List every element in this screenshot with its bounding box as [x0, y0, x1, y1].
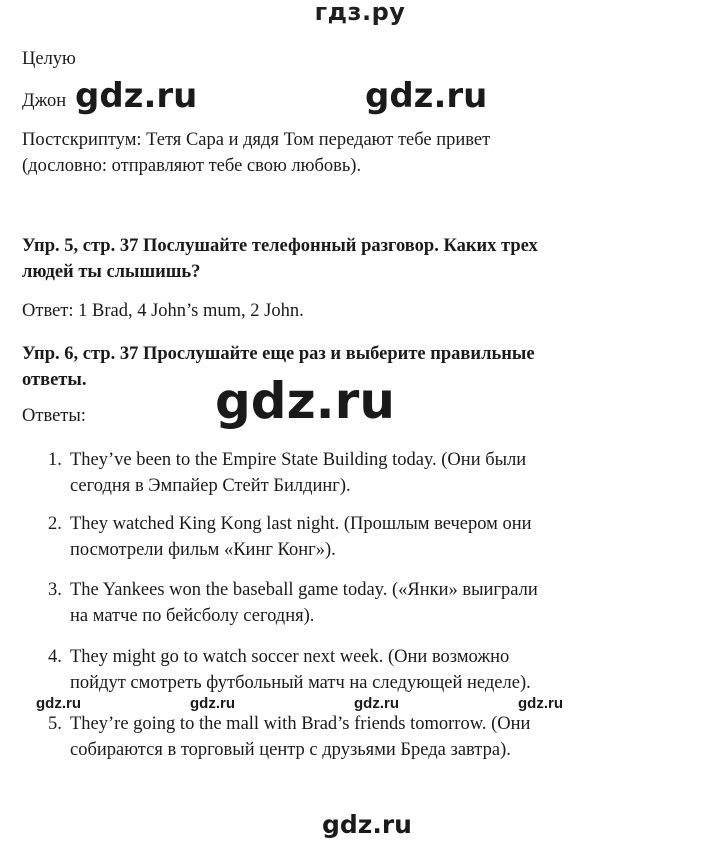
answer-item-3-text: The Yankees won the baseball game today. («Янки» выиграли — [70, 580, 538, 600]
answer-item-5-line-2: собираются в торговый центр с друзьями Бреда завтра). — [70, 740, 511, 760]
watermark-row-2: gdz.ru — [190, 695, 235, 712]
exercise5-heading-line-1: Упр. 5, стр. 37 Послушайте телефонный разговор. Каких трех — [22, 236, 538, 256]
watermark-top-left: gdz.ru — [75, 76, 198, 116]
letter-closing: Целую — [22, 49, 76, 69]
answer-item-4-text: They might go to watch soccer next week. (Они возможно — [70, 647, 510, 667]
answer-item-5-line-1 — [48, 710, 530, 738]
exercise6-heading-line-2: ответы. — [22, 370, 87, 390]
answer-item-3-number: 3. — [48, 580, 62, 600]
watermark-center: gdz.ru — [215, 372, 395, 430]
watermark-top-right: gdz.ru — [365, 76, 488, 116]
answer-item-2-text: They watched King Kong last night. (Прошлым вечером они — [70, 514, 532, 534]
exercise5-answer: Ответ: 1 Brad, 4 John’s mum, 2 John. — [22, 301, 304, 321]
watermark-row-1: gdz.ru — [36, 695, 81, 712]
answer-item-4-line-2: пойдут смотреть футбольный матч на следующей неделе). — [70, 673, 531, 693]
answer-item-2-number: 2. — [48, 514, 62, 534]
answer-item-2-line-2: посмотрели фильм «Кинг Конг»). — [70, 540, 336, 560]
exercise5-heading-line-2: людей ты слышишь? — [22, 262, 201, 282]
answer-item-4-number: 4. — [48, 647, 62, 667]
watermark-footer: gdz.ru — [322, 810, 412, 839]
answer-item-5-text: They’re going to the mall with Brad’s friends tomorrow. (Они — [70, 714, 531, 734]
exercise6-heading-line-1: Упр. 6, стр. 37 Прослушайте еще раз и выберите правильные — [22, 344, 535, 364]
answer-item-1-line-1 — [48, 446, 526, 474]
postscript-line-2: (дословно: отправляют тебе свою любовь). — [22, 156, 362, 176]
answer-item-1-number: 1. — [48, 450, 62, 470]
answer-item-5-number: 5. — [48, 714, 62, 734]
watermark-row-3: gdz.ru — [354, 695, 399, 712]
answer-item-4-line-1 — [48, 643, 509, 671]
watermark-row-4: gdz.ru — [518, 695, 563, 712]
answer-item-3-line-2: на матче по бейсболу сегодня). — [70, 606, 315, 626]
answer-item-1-text: They’ve been to the Empire State Building today. (Они были — [70, 450, 527, 470]
answer-item-1-line-2: сегодня в Эмпайер Стейт Билдинг). — [70, 476, 351, 496]
answer-item-2-line-1 — [48, 510, 532, 538]
site-title: гдз.ру — [314, 0, 406, 26]
answers-label: Ответы: — [22, 406, 86, 426]
postscript-line-1: Постскриптум: Тетя Сара и дядя Том передают тебе привет — [22, 130, 491, 150]
answer-item-3-line-1 — [48, 576, 538, 604]
letter-signature: Джон — [22, 91, 67, 111]
